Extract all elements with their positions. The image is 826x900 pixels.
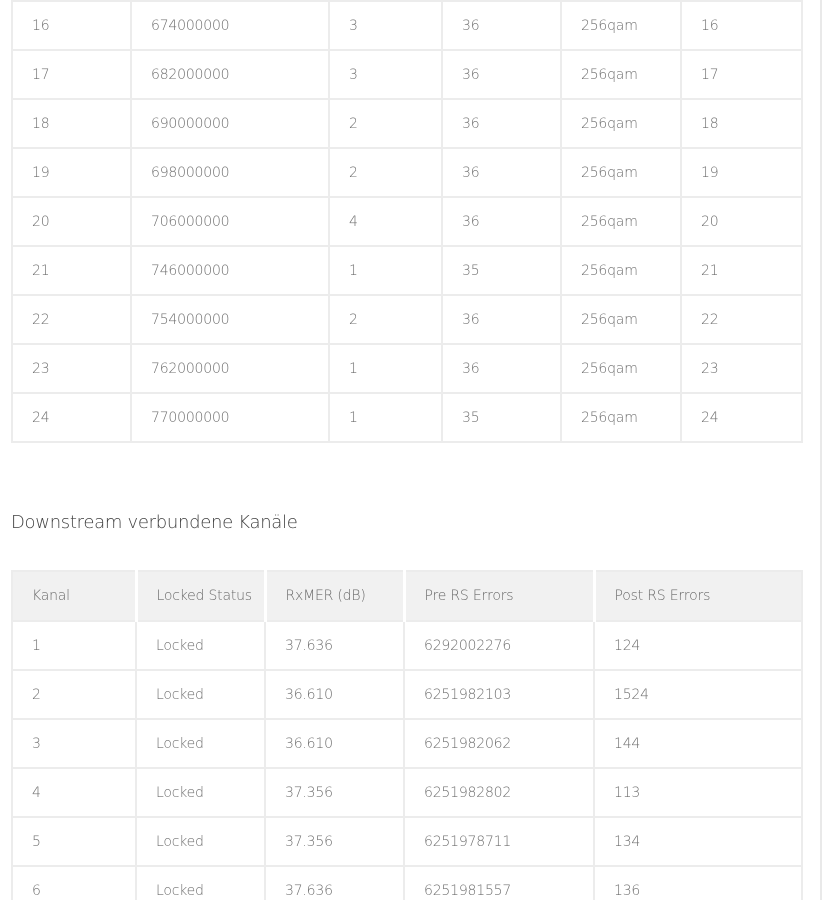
downstream-channels-table [11, 0, 803, 443]
post-rs-errors-cell: 144 [594, 719, 802, 768]
channel-id-cell: 18 [12, 99, 131, 148]
kanal-cell: 6 [12, 866, 136, 900]
downstream-channels-body [12, 0, 802, 442]
power-cell: 2 [329, 295, 442, 344]
snr-cell: 35 [442, 393, 561, 442]
header-post-rs-errors: Post RS Errors [594, 571, 802, 621]
table-row [12, 670, 802, 719]
pre-rs-errors-cell: 6251981557 [404, 866, 594, 900]
modulation-cell: 256qam [561, 50, 681, 99]
channel-cell: 20 [681, 197, 802, 246]
locked-status-cell: Locked [136, 719, 265, 768]
table-row [12, 621, 802, 670]
channel-cell: 22 [681, 295, 802, 344]
rxmer-cell: 36.610 [265, 670, 404, 719]
power-cell: 2 [329, 99, 442, 148]
power-cell: 3 [329, 50, 442, 99]
snr-cell: 35 [442, 246, 561, 295]
locked-status-cell: Locked [136, 866, 265, 900]
modulation-cell: 256qam [561, 344, 681, 393]
channel-id-cell: 17 [12, 50, 131, 99]
modulation-cell: 256qam [561, 393, 681, 442]
table-row [12, 197, 802, 246]
rxmer-cell: 36.610 [265, 719, 404, 768]
locked-status-cell: Locked [136, 670, 265, 719]
header-pre-rs-errors: Pre RS Errors [404, 571, 594, 621]
modulation-cell: 256qam [561, 246, 681, 295]
channel-id-cell: 21 [12, 246, 131, 295]
table-row [12, 246, 802, 295]
kanal-cell: 3 [12, 719, 136, 768]
snr-cell: 36 [442, 344, 561, 393]
power-cell: 1 [329, 393, 442, 442]
snr-cell: 36 [442, 99, 561, 148]
frequency-cell: 762000000 [131, 344, 329, 393]
table-row [12, 344, 802, 393]
power-cell: 1 [329, 344, 442, 393]
channel-cell: 16 [681, 1, 802, 50]
table-row [12, 866, 802, 900]
power-cell: 4 [329, 197, 442, 246]
channel-id-cell: 23 [12, 344, 131, 393]
table-row [12, 50, 802, 99]
frequency-cell: 746000000 [131, 246, 329, 295]
post-rs-errors-cell: 136 [594, 866, 802, 900]
channel-cell: 19 [681, 148, 802, 197]
channel-id-cell: 24 [12, 393, 131, 442]
modulation-cell: 256qam [561, 148, 681, 197]
frequency-cell: 770000000 [131, 393, 329, 442]
power-cell: 1 [329, 246, 442, 295]
locked-status-cell: Locked [136, 621, 265, 670]
modulation-cell: 256qam [561, 197, 681, 246]
pre-rs-errors-cell: 6251978711 [404, 817, 594, 866]
table-row [12, 99, 802, 148]
rxmer-cell: 37.356 [265, 817, 404, 866]
header-rxmer: RxMER (dB) [265, 571, 404, 621]
channel-cell: 21 [681, 246, 802, 295]
post-rs-errors-cell: 113 [594, 768, 802, 817]
frequency-cell: 674000000 [131, 1, 329, 50]
header-locked-status: Locked Status [136, 571, 265, 621]
pre-rs-errors-cell: 6292002276 [404, 621, 594, 670]
frequency-cell: 682000000 [131, 50, 329, 99]
power-cell: 3 [329, 1, 442, 50]
bonded-channels-body [12, 621, 802, 900]
snr-cell: 36 [442, 295, 561, 344]
channel-cell: 23 [681, 344, 802, 393]
snr-cell: 36 [442, 1, 561, 50]
modulation-cell: 256qam [561, 295, 681, 344]
table-header-row [12, 571, 802, 621]
kanal-cell: 4 [12, 768, 136, 817]
post-rs-errors-cell: 1524 [594, 670, 802, 719]
snr-cell: 36 [442, 197, 561, 246]
table-row [12, 295, 802, 344]
pre-rs-errors-cell: 6251982802 [404, 768, 594, 817]
pre-rs-errors-cell: 6251982103 [404, 670, 594, 719]
frequency-cell: 690000000 [131, 99, 329, 148]
snr-cell: 36 [442, 50, 561, 99]
frequency-cell: 698000000 [131, 148, 329, 197]
frequency-cell: 754000000 [131, 295, 329, 344]
table-row [12, 393, 802, 442]
page-scrollbar[interactable] [820, 0, 822, 900]
kanal-cell: 2 [12, 670, 136, 719]
frequency-cell: 706000000 [131, 197, 329, 246]
modulation-cell: 256qam [561, 99, 681, 148]
post-rs-errors-cell: 134 [594, 817, 802, 866]
channel-id-cell: 22 [12, 295, 131, 344]
locked-status-cell: Locked [136, 817, 265, 866]
kanal-cell: 5 [12, 817, 136, 866]
modulation-cell: 256qam [561, 1, 681, 50]
power-cell: 2 [329, 148, 442, 197]
kanal-cell: 1 [12, 621, 136, 670]
rxmer-cell: 37.636 [265, 866, 404, 900]
channel-id-cell: 19 [12, 148, 131, 197]
channel-cell: 18 [681, 99, 802, 148]
table-row [12, 719, 802, 768]
rxmer-cell: 37.356 [265, 768, 404, 817]
channel-cell: 24 [681, 393, 802, 442]
channel-cell: 17 [681, 50, 802, 99]
snr-cell: 36 [442, 148, 561, 197]
rxmer-cell: 37.636 [265, 621, 404, 670]
table-row [12, 817, 802, 866]
downstream-bonded-channels-table [11, 570, 803, 900]
header-kanal: Kanal [12, 571, 136, 621]
channel-id-cell: 20 [12, 197, 131, 246]
table-row [12, 148, 802, 197]
channel-id-cell: 16 [12, 1, 131, 50]
bonded-channels-heading: Downstream verbundene Kanäle [11, 512, 298, 533]
locked-status-cell: Locked [136, 768, 265, 817]
table-row [12, 1, 802, 50]
post-rs-errors-cell: 124 [594, 621, 802, 670]
table-row [12, 768, 802, 817]
pre-rs-errors-cell: 6251982062 [404, 719, 594, 768]
